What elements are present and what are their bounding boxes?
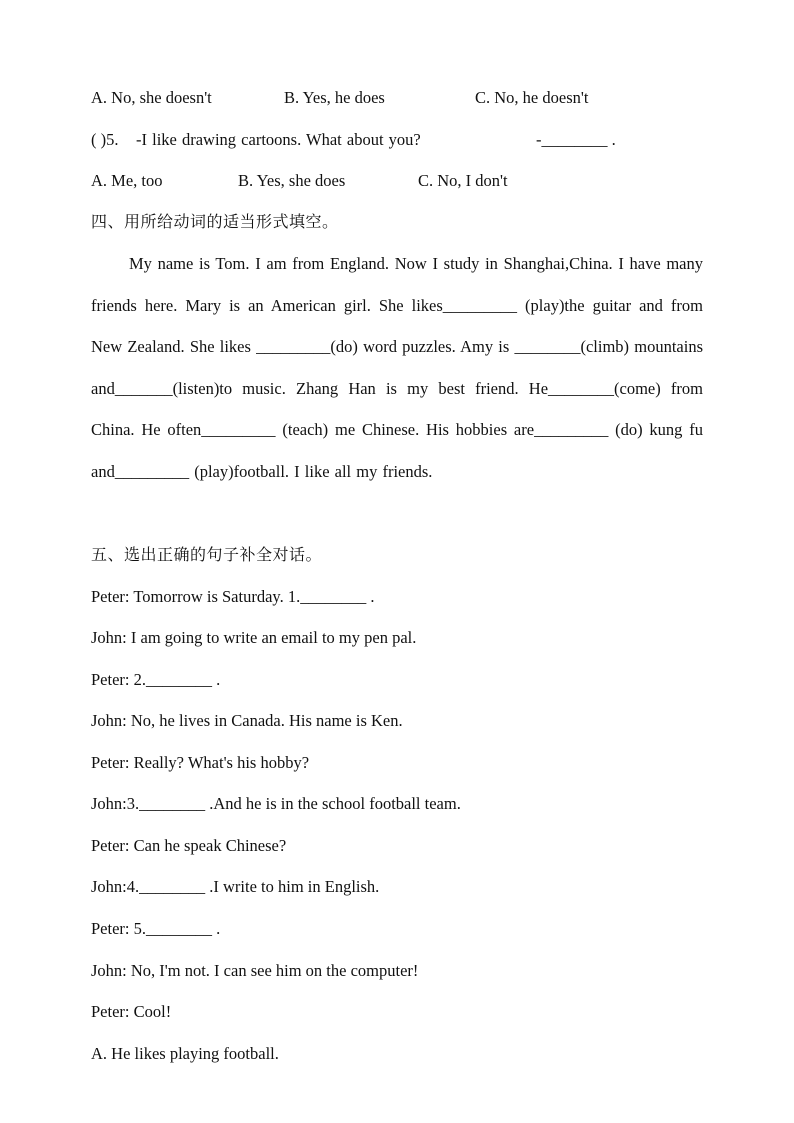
section-5-heading: 五、选出正确的句子补全对话。 (91, 545, 323, 564)
section-4-passage: My name is Tom. I am from England. Now I study in Shanghai,China. I have many friends here. Mary is an American girl. She likes_________ (play)the guitar and from New Zealand. She likes _________(do) word puzzles. Amy is ________(climb) mountains and_______(listen)to music. Zhang Han is my best friend. He________(come) from China. He often_________ (teach) me Chinese. His hobbies are_________ (do) kung fu and_________ (play)football. I like all my friends. (91, 254, 703, 481)
dialogue-line: Peter: Can he speak Chinese? (91, 836, 287, 855)
section-4-heading: 四、用所给动词的适当形式填空。 (91, 212, 339, 231)
q5-question: -I like drawing cartoons. What about you? (136, 130, 421, 149)
dialogue-line: John: No, he lives in Canada. His name is Ken. (91, 711, 403, 730)
dialogue-line: John: No, I'm not. I can see him on the computer! (91, 961, 419, 980)
q4-option-c: C. No, he doesn't (475, 88, 589, 107)
q5-answer-paren: ( )5. (91, 130, 119, 149)
dialogue-line: Peter: Tomorrow is Saturday. 1.________ . (91, 587, 375, 606)
dialogue-line: John:3.________ .And he is in the school football team. (91, 794, 461, 813)
section-5-option-a: A. He likes playing football. (91, 1044, 279, 1063)
dialogue-line: Peter: 2.________ . (91, 670, 221, 689)
dialogue-line: Peter: Really? What's his hobby? (91, 753, 310, 772)
dialogue-line: John:4.________ .I write to him in English. (91, 877, 380, 896)
dialogue-line: Peter: 5.________ . (91, 919, 221, 938)
dialogue-line: Peter: Cool! (91, 1002, 172, 1021)
dialogue-line: John: I am going to write an email to my pen pal. (91, 628, 417, 647)
q5-answer-blank: -________ . (536, 130, 616, 149)
q5-option-b: B. Yes, she does (238, 171, 346, 190)
q4-option-a: A. No, she doesn't (91, 88, 212, 107)
q4-option-b: B. Yes, he does (284, 88, 385, 107)
q5-option-c: C. No, I don't (418, 171, 508, 190)
q5-option-a: A. Me, too (91, 171, 163, 190)
